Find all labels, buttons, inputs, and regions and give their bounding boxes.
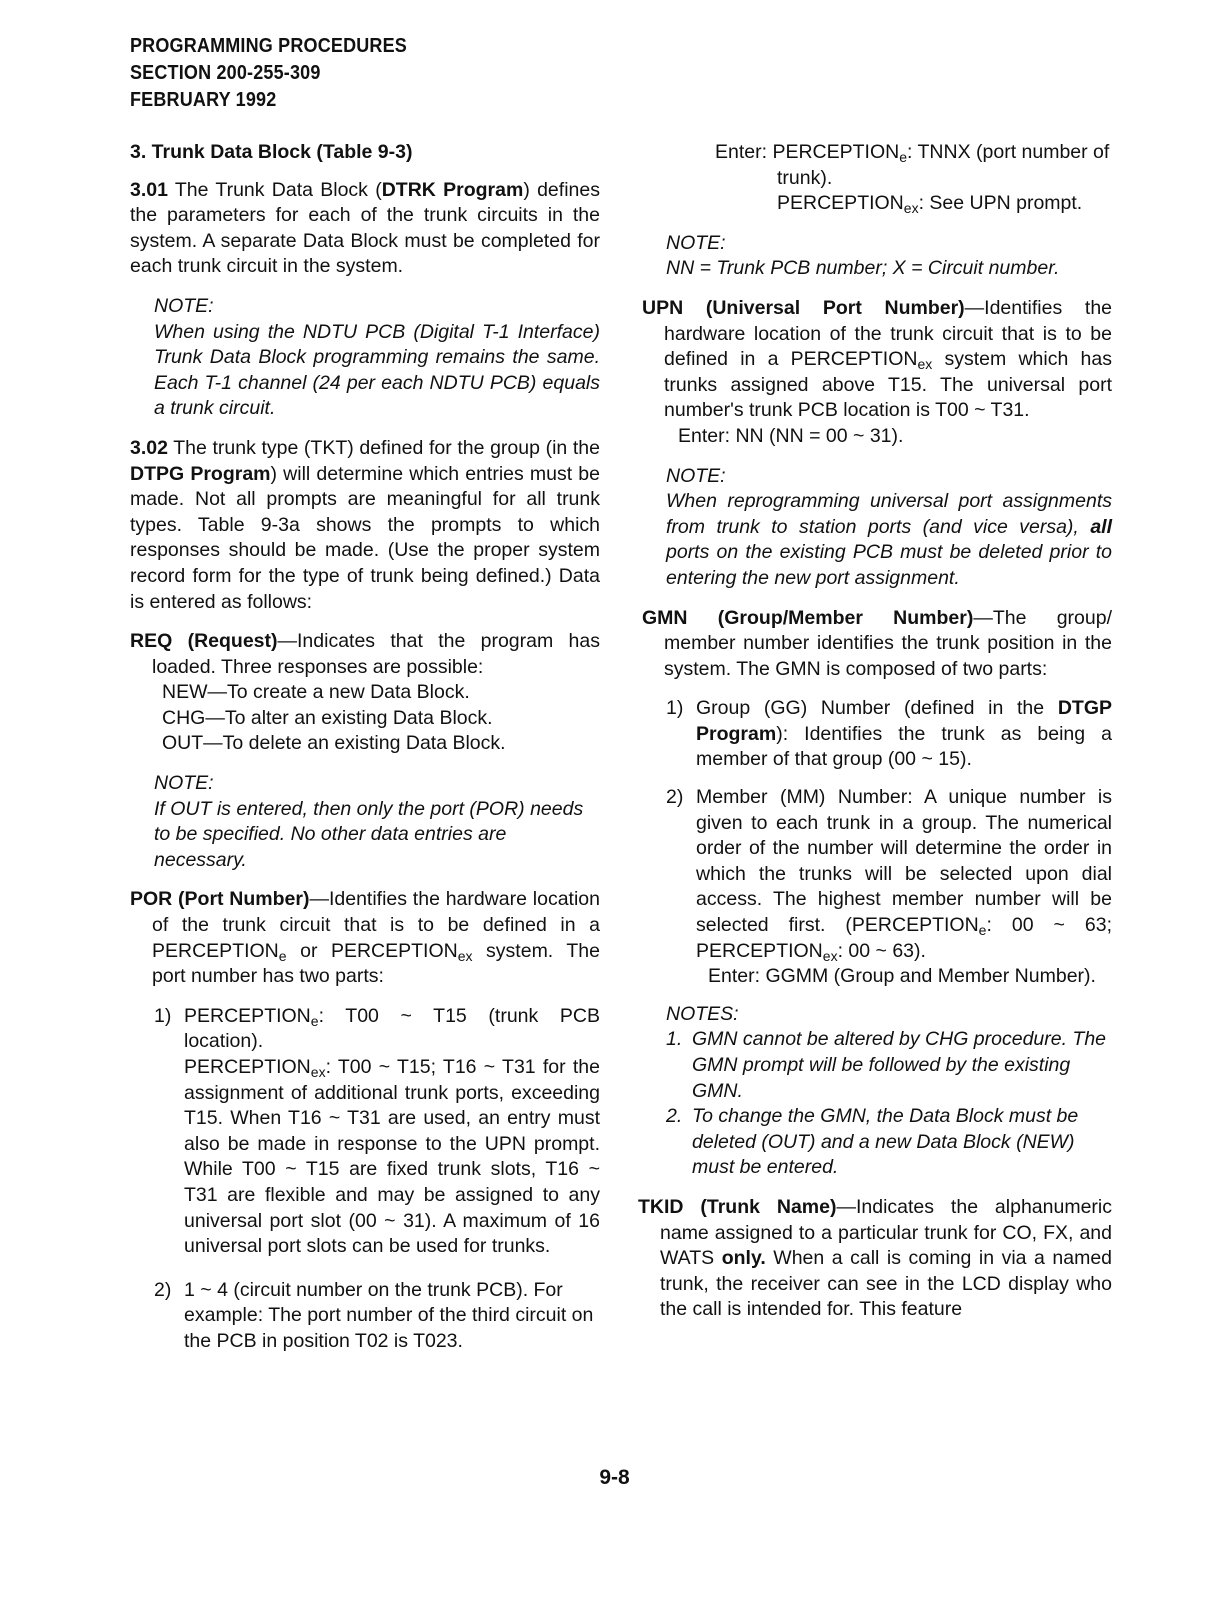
- paragraph-3-01: 3.01 The Trunk Data Block (DTRK Program) defines the parameters for each of the trunk circuits in the system. A separate Data Block must be completed for each trunk circuit in the system.: [130, 178, 600, 278]
- program-name: DTRK Program: [381, 178, 524, 201]
- upn-enter-instruction: Enter: NN (NN = 00 ~ 31).: [678, 424, 904, 447]
- upn-entry: UPN (Universal Port Number)—Identifies the hardware location of the trunk circuit that is to be defined in a $PERCEPTION_{ex}$ system which has trunks assigned above T15. The universal port number's trunk PCB location is T00 ~ T31. Enter: NN (NN = 00 ~ 31).: [642, 296, 1112, 450]
- left-column: [130, 140, 600, 1367]
- note-title: NOTE:: [154, 772, 214, 795]
- tkid-entry: TKID (Trunk Name)—Indicates the alphanumeric name assigned to a particular trunk for CO, FX, and WATS only. When a call is coming in via a named trunk, the receiver can see in the LCD display who the call is intended for. This feature: [638, 1195, 1113, 1321]
- req-label: REQ (Request): [130, 630, 278, 653]
- req-option-new: NEW—To create a new Data Block.: [162, 681, 470, 704]
- req-entry: REQ (Request)—Indicates that the program has loaded. Three responses are possible: NEW—To create a new Data Block. CHG—To alter an existing Data Block. OUT—To delete an existing Data Block.: [130, 629, 600, 757]
- req-option-out: OUT—To delete an existing Data Block.: [162, 732, 506, 755]
- upn-label: UPN (Universal Port Number): [642, 296, 965, 319]
- paragraph-3-02: 3.02 The trunk type (TKT) defined for the group (in the DTPG Program) will determine which entries must be made. Not all prompts are meaningful for all trunk types. Table 9-3a shows the prompts to which responses should be made. (Use the proper system record form for the type of trunk being defined.) Data is entered as follows:: [130, 436, 601, 613]
- note-ndtu: [154, 294, 600, 422]
- notes-list: [666, 1027, 1112, 1181]
- header-title: PROGRAMMING PROCEDURES: [130, 35, 407, 57]
- gmn-label: GMN (Group/Member Number): [642, 606, 974, 629]
- page-number: 9-8: [599, 1466, 630, 1489]
- note-reprogramming: [666, 464, 1112, 592]
- gmn-item-2: 2) Member (MM) Number: A unique number is given to each trunk in a group. The numerical order of the number will determine the order in which the trunks will be selected upon dial access. The highest member number will be selected first. ($PERCEPTION_e$: 00 ~ 63; $PERCEPTION_{ex}$: 00 ~ 63). Enter: GGMM (Group and Member Number).: [666, 785, 1112, 990]
- por-item-1: 1) $PERCEPTION_e$: T00 ~ T15 (trunk PCB location). $PERCEPTION_{ex}$: T00 ~ T15; T16 ~ T31 for the assignment of additional trunk ports, exceeding T15. When T16 ~ T31 are used, an entry must also be made in response to the UPN prompt. While T00 ~ T15 are fixed trunk slots, T16 ~ T31 are flexible and may be assigned to any universal port slot (00 ~ 31). A maximum of 16 universal port slots can be used for trunks.: [154, 1004, 600, 1258]
- note-out: [154, 771, 600, 873]
- por-entry: POR (Port Number)—Identifies the hardware location of the trunk circuit that is to be defined in a $PERCEPTION_e$ or $PERCEPTION_{ex}$ system. The port number has two parts:: [130, 888, 600, 988]
- req-option-chg: CHG—To alter an existing Data Block.: [162, 706, 493, 729]
- note-item: 1. GMN cannot be altered by CHG procedure. The GMN prompt will be followed by the existing GMN.: [666, 1028, 1107, 1102]
- note-text: When reprogramming universal port assignments from trunk to station ports (and vice versa), all ports on the existing PCB must be deleted prior to entering the new port assignment.: [666, 490, 1112, 589]
- note-item: 2. To change the GMN, the Data Block must be deleted (OUT) and a new Data Block (NEW) must be entered.: [666, 1105, 1079, 1179]
- gmn-enter-instruction: Enter: GGMM (Group and Member Number).: [708, 965, 1096, 988]
- program-name: DTPG Program: [130, 462, 271, 485]
- por-enter-instruction: Enter: $PERCEPTION_e$: TNNX (port number of trunk). $PERCEPTION_{ex}$: See UPN prompt.: [715, 141, 1110, 217]
- note-text: NN = Trunk PCB number; X = Circuit number.: [666, 257, 1060, 280]
- section-title: 3. Trunk Data Block (Table 9-3): [130, 141, 413, 163]
- tkid-label: TKID (Trunk Name): [638, 1195, 837, 1218]
- gmn-entry: GMN (Group/Member Number)—The group/ member number identifies the trunk position in the system. The GMN is composed of two parts:: [642, 606, 1112, 680]
- paragraph-number: 3.01: [130, 178, 168, 201]
- header-date: FEBRUARY 1992: [130, 89, 277, 111]
- page-header: [130, 33, 407, 114]
- note-text: When using the NDTU PCB (Digital T-1 Interface) Trunk Data Block programming remains the same. Each T-1 channel (24 per each NDTU PCB) equals a trunk circuit.: [154, 320, 600, 420]
- note-title: NOTE:: [666, 231, 726, 254]
- por-item-2: 2) 1 ~ 4 (circuit number on the trunk PCB). For example: The port number of the third circuit on the PCB in position T02 is T023.: [154, 1278, 594, 1352]
- notes-gmn: [666, 1002, 1112, 1181]
- header-section: SECTION 200-255-309: [130, 62, 321, 84]
- note-title: NOTE:: [154, 294, 214, 317]
- note-title: NOTE:: [666, 464, 726, 487]
- right-column: [638, 140, 1113, 1337]
- notes-title: NOTES:: [666, 1002, 739, 1025]
- note-tnnx: [666, 231, 1112, 282]
- por-label: POR (Port Number): [130, 888, 310, 911]
- note-text: If OUT is entered, then only the port (POR) needs to be specified. No other data entries are necessary.: [154, 797, 584, 871]
- gmn-item-1: 1) Group (GG) Number (defined in the DTGP Program): Identifies the trunk as being a member of that group (00 ~ 15).: [666, 697, 1112, 771]
- paragraph-number: 3.02: [130, 436, 168, 459]
